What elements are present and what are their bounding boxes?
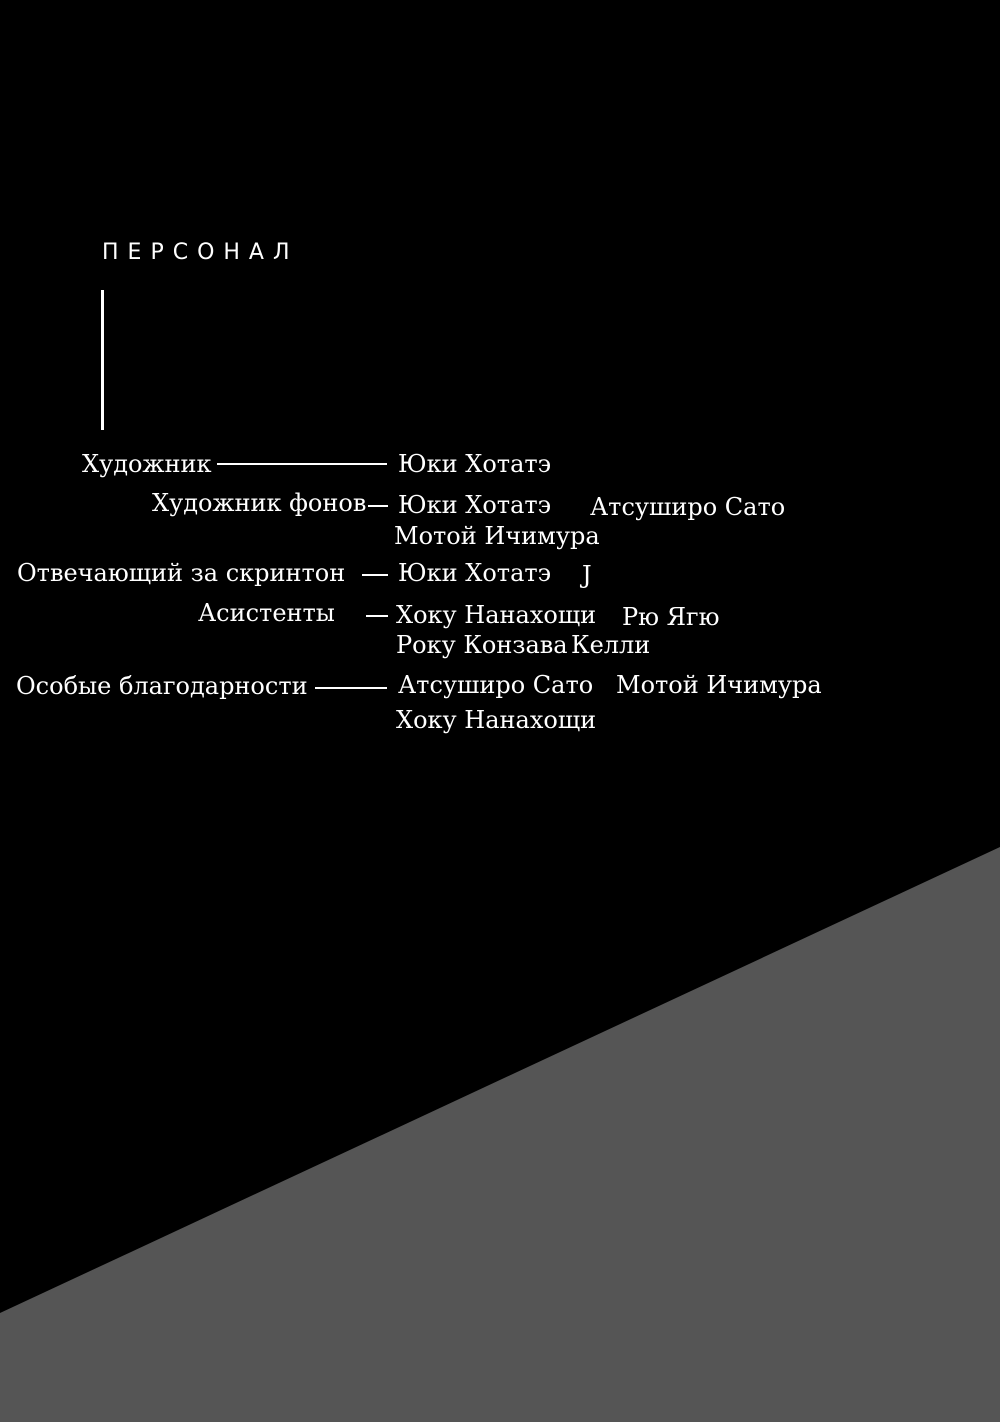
- name-assistants-3: Келли: [571, 631, 651, 659]
- name-special-thanks-1: Мотой Ичимура: [616, 671, 822, 699]
- role-assistants: Асистенты: [198, 599, 335, 627]
- role-artist: Художник: [82, 450, 212, 478]
- name-artist-0: Юки Хотатэ: [398, 450, 552, 478]
- name-assistants-2: Року Конзава: [396, 631, 568, 659]
- name-screentone-0: Юки Хотатэ: [398, 559, 552, 587]
- page-title: ПЕРСОНАЛ: [102, 240, 299, 265]
- name-background-artist-0: Юки Хотатэ: [398, 491, 552, 519]
- leader-dash: [366, 615, 388, 617]
- name-special-thanks-0: Атсуширо Сато: [398, 671, 594, 699]
- leader-dash: [368, 505, 388, 507]
- name-assistants-0: Хоку Нанахощи: [396, 601, 597, 629]
- role-background-artist: Художник фонов: [152, 489, 367, 517]
- vertical-divider: [101, 290, 104, 430]
- name-screentone-1: J: [582, 561, 592, 589]
- role-special-thanks: Особые благодарности: [16, 672, 308, 700]
- leader-line: [217, 463, 387, 465]
- name-assistants-1: Рю Ягю: [622, 603, 720, 631]
- name-background-artist-2: Мотой Ичимура: [394, 522, 600, 550]
- leader-dash: [362, 574, 388, 576]
- role-screentone: Отвечающий за скринтон: [17, 559, 346, 587]
- leader-line: [315, 687, 387, 689]
- name-special-thanks-2: Хоку Нанахощи: [396, 706, 597, 734]
- name-background-artist-1: Атсуширо Сато: [590, 493, 786, 521]
